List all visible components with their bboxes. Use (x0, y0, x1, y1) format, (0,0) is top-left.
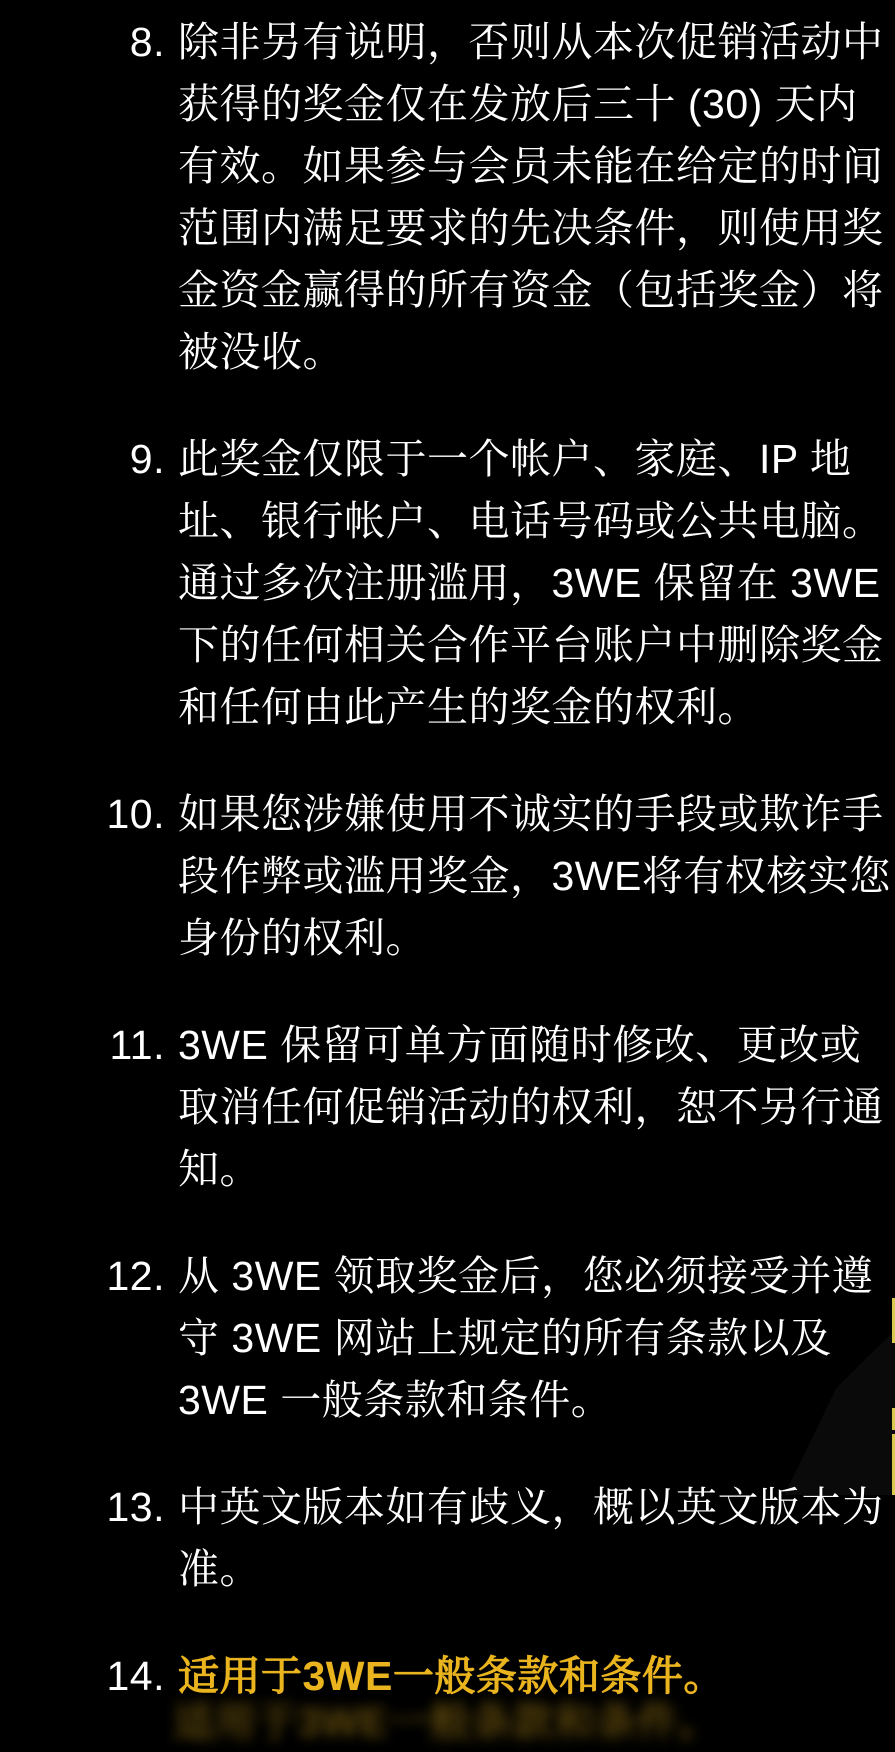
term-item-12 (0, 1245, 895, 1431)
term-item-9 (0, 428, 895, 738)
term-line: 有效。如果参与会员未能在给定的时间 (178, 143, 884, 189)
term-line: 身份的权利。 (178, 915, 427, 961)
term-line: 3WE 保留可单方面随时修改、更改或 (178, 1022, 862, 1068)
term-line: 如果您涉嫌使用不诚实的手段或欺诈手 (178, 791, 884, 837)
term-item-8 (0, 11, 895, 383)
term-text (178, 11, 884, 383)
term-text (178, 1476, 884, 1600)
term-line: 中英文版本如有歧义，概以英文版本为 (178, 1484, 884, 1530)
term-line: 除非另有说明，否则从本次促销活动中 (178, 19, 884, 65)
term-text (178, 783, 891, 969)
term-number: 14. (106, 1653, 165, 1699)
term-line: 下的任何相关合作平台账户中删除奖金 (178, 622, 884, 668)
term-number: 12. (106, 1253, 165, 1299)
term-text-highlighted (178, 1645, 725, 1707)
term-text (178, 1245, 873, 1431)
term-line: 段作弊或滥用奖金，3WE将有权核实您 (178, 853, 891, 899)
term-line: 知。 (178, 1146, 261, 1192)
term-number: 10. (106, 791, 165, 837)
term-line: 和任何由此产生的奖金的权利。 (178, 684, 759, 730)
term-line: 获得的奖金仅在发放后三十 (30) 天内 (178, 81, 858, 127)
term-item-10 (0, 783, 895, 969)
term-number: 11. (109, 1022, 165, 1068)
term-text (178, 1014, 884, 1200)
term-line: 从 3WE 领取奖金后，您必须接受并遵 (178, 1253, 874, 1299)
term-line: 准。 (178, 1546, 261, 1592)
term-line: 通过多次注册滥用，3WE 保留在 3WE (178, 560, 881, 606)
term-line: 3WE 一般条款和条件。 (178, 1377, 613, 1423)
terms-list (0, 11, 895, 1752)
term-line-highlighted: 适用于3WE一般条款和条件。 (178, 1653, 725, 1699)
term-number: 13. (106, 1484, 165, 1530)
highlight-ghost-reflection: 适用于3WE一般条款和条件。 (173, 1699, 720, 1745)
term-item-11 (0, 1014, 895, 1200)
term-line: 范围内满足要求的先决条件，则使用奖 (178, 205, 884, 251)
term-line: 址、银行帐户、电话号码或公共电脑。 (178, 498, 884, 544)
term-item-14 (0, 1645, 895, 1707)
term-line: 此奖金仅限于一个帐户、家庭、IP 地 (178, 436, 852, 482)
term-line: 取消任何促销活动的权利，恕不另行通 (178, 1084, 884, 1130)
term-line: 被没收。 (178, 329, 344, 375)
term-number: 9. (129, 436, 165, 482)
term-item-13 (0, 1476, 895, 1600)
term-line: 金资金赢得的所有资金（包括奖金）将 (178, 267, 884, 313)
term-number: 8. (129, 19, 165, 65)
term-text (178, 428, 884, 738)
term-line: 守 3WE 网站上规定的所有条款以及 (178, 1315, 832, 1361)
